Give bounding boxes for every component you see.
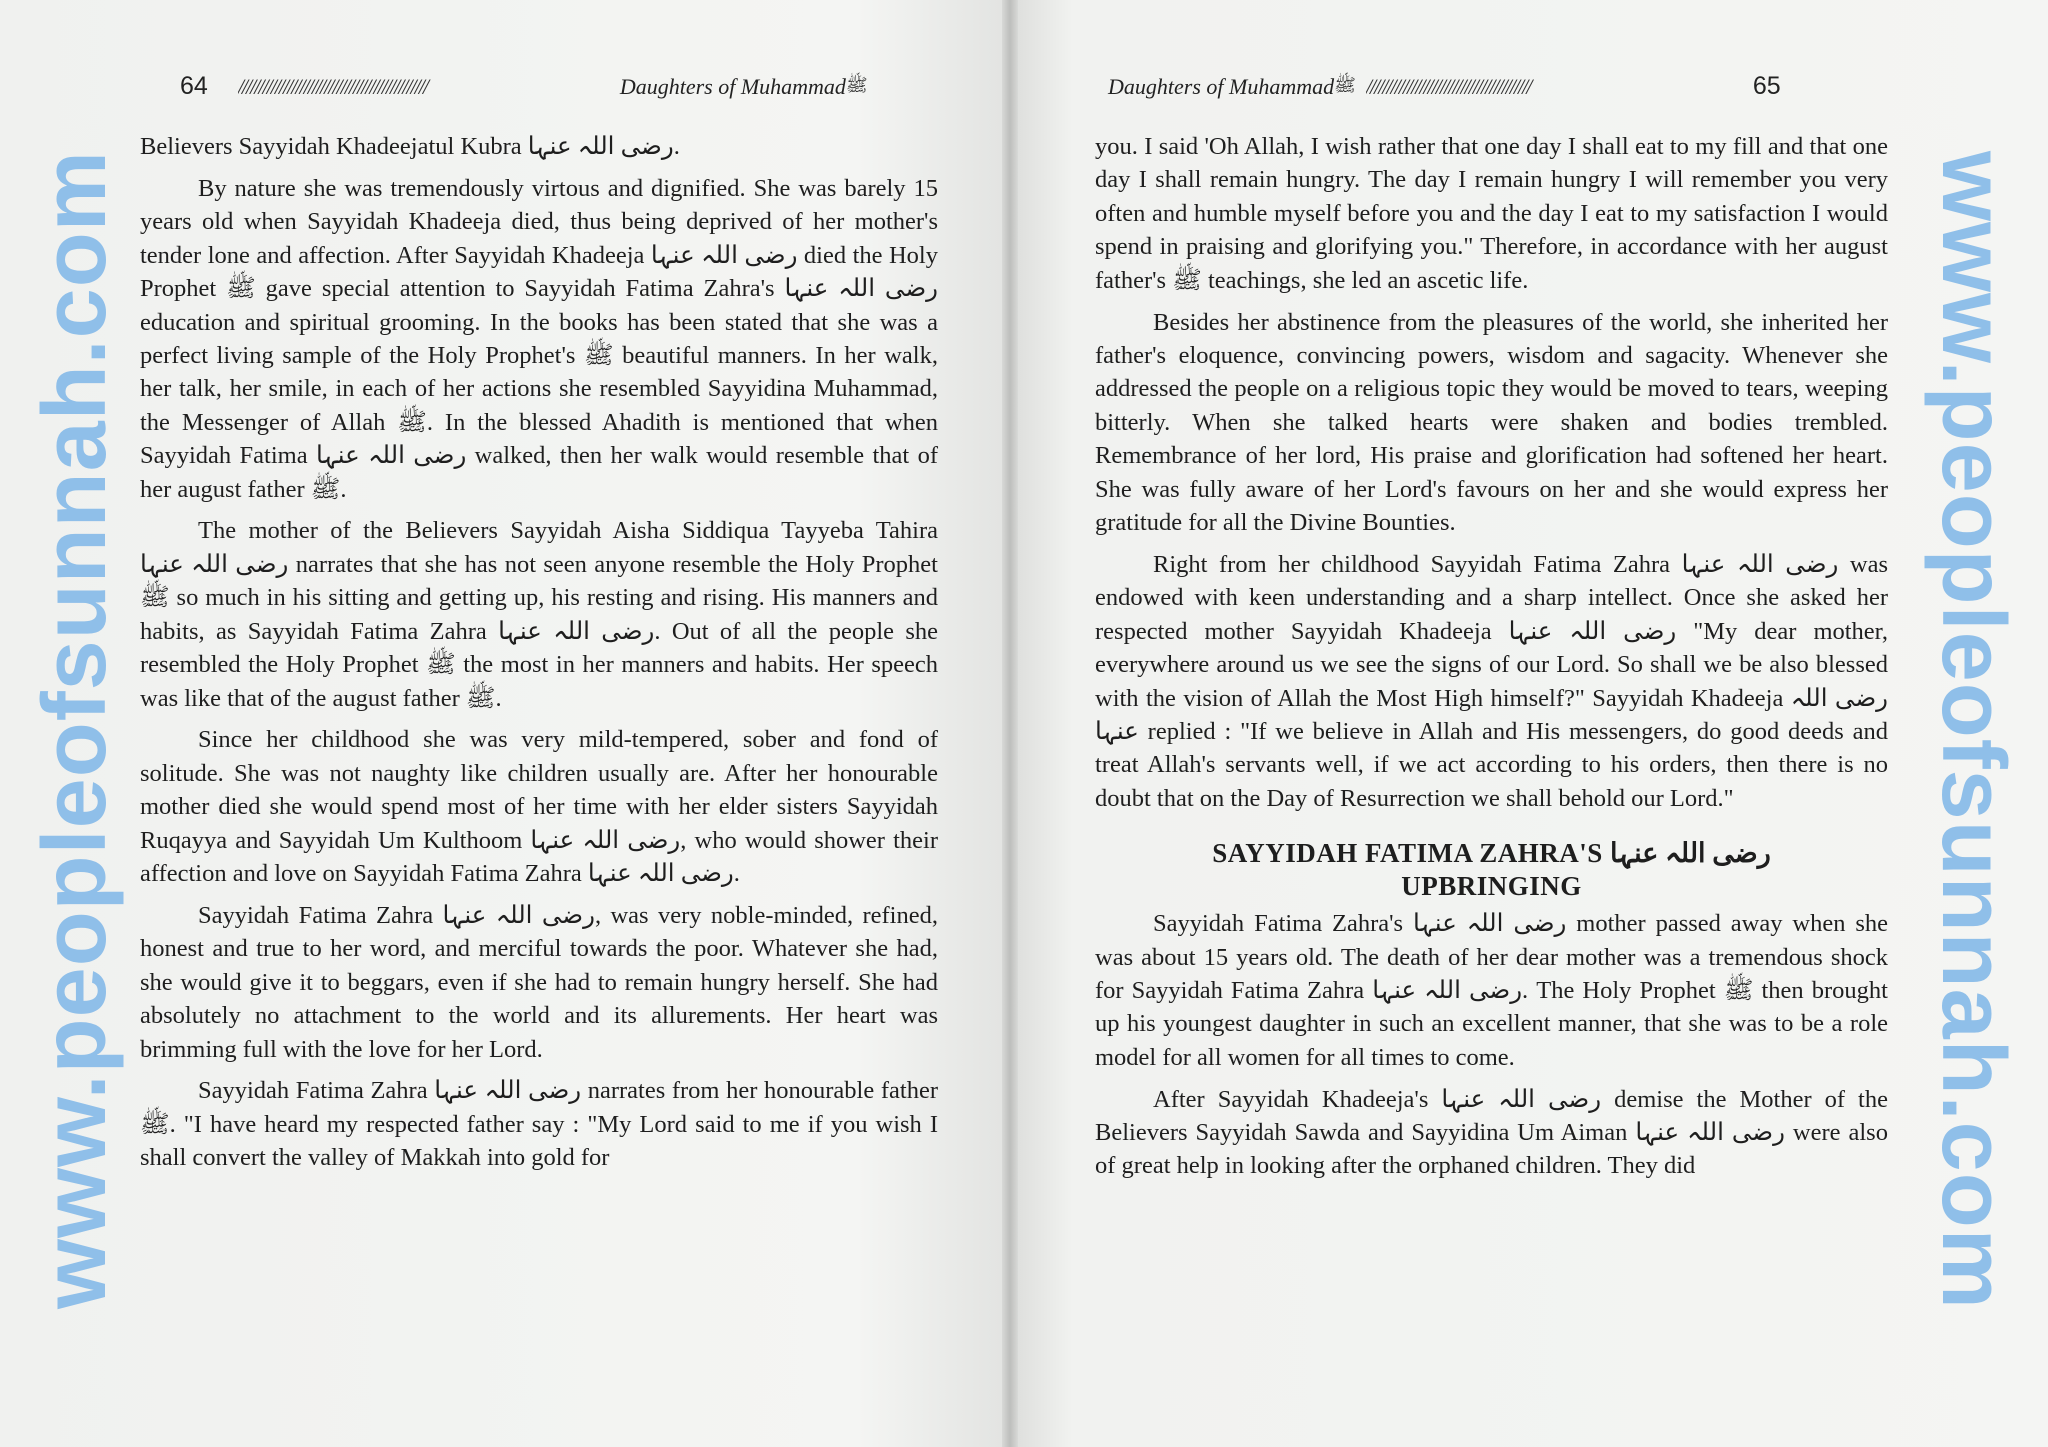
paragraph: The mother of the Believers Sayyidah Aisha Siddiqua Tayyeba Tahira رضی اللہ عنہا narrates that she has not seen anyone resemble the Holy Prophet ﷺ so much in his sitting and getting up, his resting and rising. His manners and habits, as Sayyidah Fatima Zahra رضی اللہ عنہا. Out of all the people she resembled the Holy Prophet ﷺ the most in her manners and habits. Her speech was like that of the august father ﷺ. — [140, 517, 939, 712]
watermark-left: www.peopleofsunnah.com — [25, 150, 125, 1310]
watermark-right: www.peopleofsunnah.com — [1923, 150, 2023, 1310]
salutation-icon: ﷺ — [845, 74, 868, 95]
left-page-body — [140, 130, 938, 1183]
paragraph: you. I said 'Oh Allah, I wish rather that one day I shall eat to my fill and that one day I shall remain hungry. The day I remain hungry I will remember you very often and humble myself before you and the day I eat to my satisfaction I would spend in praising and glorifying you." Therefore, in accordance with her august father's ﷺ teachings, she led an ascetic life. — [1095, 133, 1888, 294]
paragraph: By nature she was tremendously virtous and dignified. She was barely 15 years old when Sayyidah Khadeeja died, thus being deprived of her mother's tender lone and affection. After Sayyidah Khadeeja رضی اللہ عنہا died the Holy Prophet ﷺ gave special attention to Sayyidah Fatima Zahra's رضی اللہ عنہا education and spiritual grooming. In the books has been stated that she was a perfect living sample of the Holy Prophet's ﷺ beautiful manners. In her walk, her talk, her smile, in each of her actions she resembled Sayyidina Muhammad, the Messenger of Allah ﷺ. In the blessed Ahadith is mentioned that when Sayyidah Fatima رضی اللہ عنہا walked, then her walk would resemble that of her august father ﷺ. — [140, 174, 939, 503]
right-page-body — [1095, 130, 1888, 1191]
header-rule-left: ////////////////////////////////////////////// — [237, 73, 427, 99]
section-heading — [1095, 837, 1888, 903]
header-rule-right: //////////////////////////////////////// — [1365, 73, 1531, 99]
paragraph: Besides her abstinence from the pleasures of the world, she inherited her father's eloquence, convincing powers, wisdom and sagacity. Whenever she addressed the people on a religious topic they would be moved to tears, weeping bitterly. When she talked hearts were shaken and bodies trembled. Remembrance of her lord, His praise and glorification had softened her heart. She was fully aware of her Lord's favours on her and she would express her gratitude for all the Divine Bounties. — [1095, 308, 1888, 536]
paragraph: Believers Sayyidah Khadeejatul Kubra رضی اللہ عنہا. — [140, 133, 680, 160]
right-page-header — [1108, 72, 1928, 101]
running-title-right: Daughters of Muhammad — [1108, 73, 1335, 99]
paragraph: Sayyidah Fatima Zahra's رضی اللہ عنہا mother passed away when she was about 15 years old. The death of her dear mother was a tremendous shock for Sayyidah Fatima Zahra رضی اللہ عنہا. The Holy Prophet ﷺ then brought up his youngest daughter in such an excellent manner, that she was to be a role model for all women for all times to come. — [1095, 910, 1888, 1071]
paragraph: Since her childhood she was very mild-tempered, sober and fond of solitude. She was not naughty like children usually are. After her honourable mother died she would spend most of her time with her elder sisters Sayyidah Ruqayya and Sayyidah Um Kulthoom رضی اللہ عنہا, who would shower their affection and love on Sayyidah Fatima Zahra رضی اللہ عنہا. — [140, 726, 938, 888]
section-heading-line1: SAYYIDAH FATIMA ZAHRA'S رضی اللہ عنہا — [1212, 838, 1771, 869]
paragraph: Right from her childhood Sayyidah Fatima Zahra رضی اللہ عنہا was endowed with keen understanding and a sharp intellect. Once she asked her respected mother Sayyidah Khadeeja رضی اللہ عنہا "My dear mother, everywhere around us we see the signs of our Lord. So shall we be also blessed with the vision of Allah the Most High himself?" Sayyidah Khadeeja رضی اللہ عنہا replied : "If we believe in Allah and His messengers, do good deeds and treat Allah's servants well, if we act according to his orders, then there is no doubt that on the Day of Resurrection we shall behold our Lord." — [1095, 550, 1889, 812]
salutation-icon: ﷺ — [1334, 74, 1356, 95]
left-page-header — [180, 72, 940, 101]
paragraph: Sayyidah Fatima Zahra رضی اللہ عنہا, was very noble-minded, refined, honest and true to her word, and merciful towards the poor. Whatever she had, she would give it to beggars, even if she had to remain hungry herself. She had absolutely no attachment to the world and its allurements. Her heart was brimming full with the love for her Lord. — [140, 901, 938, 1063]
book-gutter — [1002, 0, 1018, 1447]
paragraph: Sayyidah Fatima Zahra رضی اللہ عنہا narrates from her honourable father ﷺ. "I have heard my respected father say : "My Lord said to me if you wish I shall convert the valley of Makkah into gold for — [140, 1077, 938, 1172]
page-number-left: 64 — [180, 72, 208, 100]
paragraph: After Sayyidah Khadeeja's رضی اللہ عنہا demise the Mother of the Believers Sayyidah Sawda and Sayyidina Um Aiman رضی اللہ عنہا were also of great help in looking after the orphaned children. They did — [1095, 1085, 1888, 1180]
running-title-left: Daughters of Muhammad — [619, 73, 846, 99]
page-number-right: 65 — [1752, 72, 1781, 100]
left-page — [0, 0, 1010, 1447]
section-heading-line2: UPBRINGING — [1401, 871, 1582, 902]
